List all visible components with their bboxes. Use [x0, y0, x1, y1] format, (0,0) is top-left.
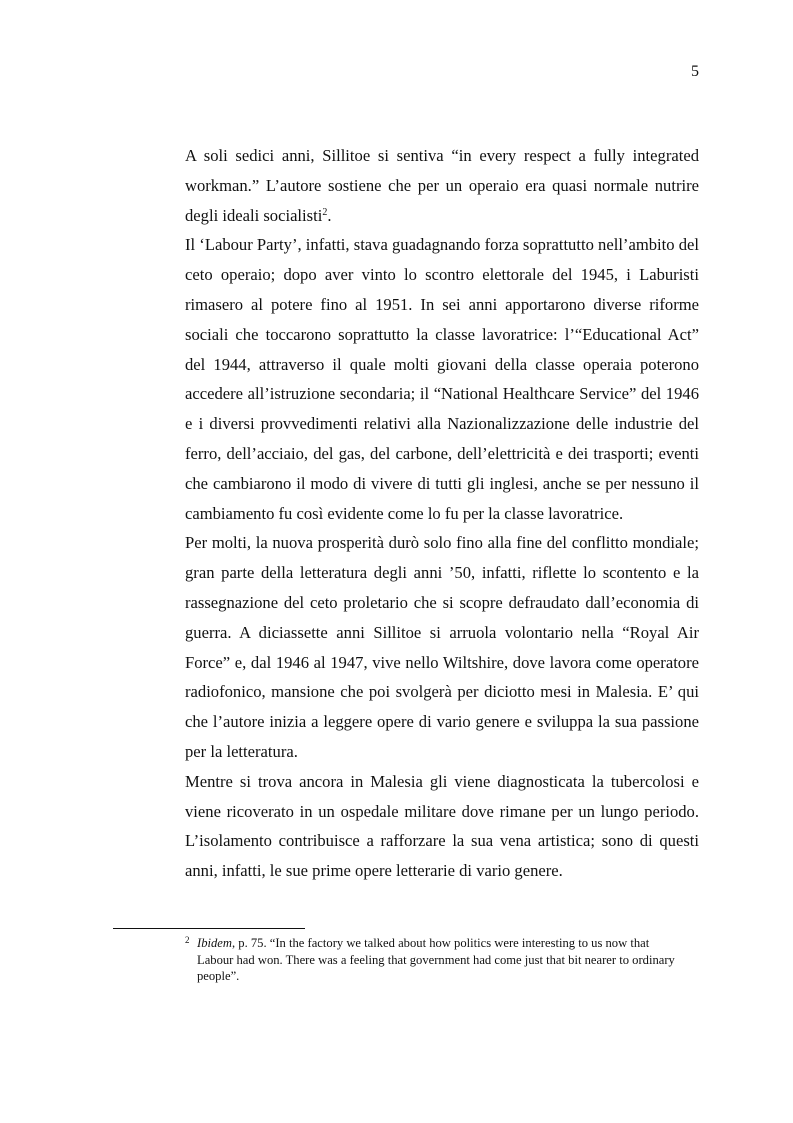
body-text — [185, 141, 699, 886]
footnote-marker: 2 — [185, 935, 190, 945]
footnote-body: , p. 75. “In the factory we talked about how politics were interesting to us now that Labour had won. There was a feeling that government had come just that bit nearer to ordinary people”. — [197, 936, 675, 983]
page-number: 5 — [691, 63, 699, 80]
paragraph-3: Per molti, la nuova prosperità durò solo fino alla fine del conflitto mondiale; gran parte della letteratura degli anni ’50, infatti, riflette lo scontento e la rassegnazione del ceto proletario che si scopre defraudato dall’economia di guerra. A diciassette anni Sillitoe si arruola volontario nella “Royal Air Force” e, dal 1946 al 1947, vive nello Wiltshire, dove lavora come operatore radiofonico, mansione che poi svolgerà per diciotto mesi in Malesia. E’ qui che l’autore inizia a leggere opere di vario genere e sviluppa la sua passione per la letteratura. — [185, 533, 699, 761]
footnote-source: Ibidem — [197, 936, 232, 950]
footnote-2 — [185, 935, 675, 985]
paragraph-1 — [185, 141, 699, 230]
paragraph-4: Mentre si trova ancora in Malesia gli viene diagnosticata la tubercolosi e viene ricoverato in un ospedale militare dove rimane per un lungo periodo. L’isolamento contribuisce a rafforzare la sua vena artistica; sono di questi anni, infatti, le sue prime opere letterarie di vario genere. — [185, 771, 699, 881]
paragraph-1-end: . — [327, 205, 332, 225]
footnote-reference-2: 2 — [322, 206, 328, 218]
footnote-text — [197, 935, 675, 985]
footnote-separator — [113, 928, 305, 929]
paragraph-2: Il ‘Labour Party’, infatti, stava guadagnando forza soprattutto nell’ambito del ceto operaio; dopo aver vinto lo scontro elettorale del 1945, i Laburisti rimasero al potere fino al 1951. In sei anni apportarono diverse riforme sociali che toccarono soprattutto la classe lavoratrice: l’“Educational Act” del 1944, attraverso il quale molti giovani della classe operaia poterono accedere all’istruzione secondaria; il “National Healthcare Service” del 1946 e i diversi provvedimenti relativi alla Nazionalizzazione delle industrie del ferro, dell’acciaio, del gas, del carbone, dell’elettricità e dei trasporti; eventi che cambiarono il modo di vivere di tutti gli inglesi, anche se per nessuno il cambiamento fu così evidente come lo fu per la classe lavoratrice. — [185, 235, 699, 523]
paragraph-1-text: A soli sedici anni, Sillitoe si sentiva “in every respect a fully integrated workman.” L’autore sostiene che per un operaio era quasi normale nutrire degli ideali socialisti — [185, 146, 699, 225]
